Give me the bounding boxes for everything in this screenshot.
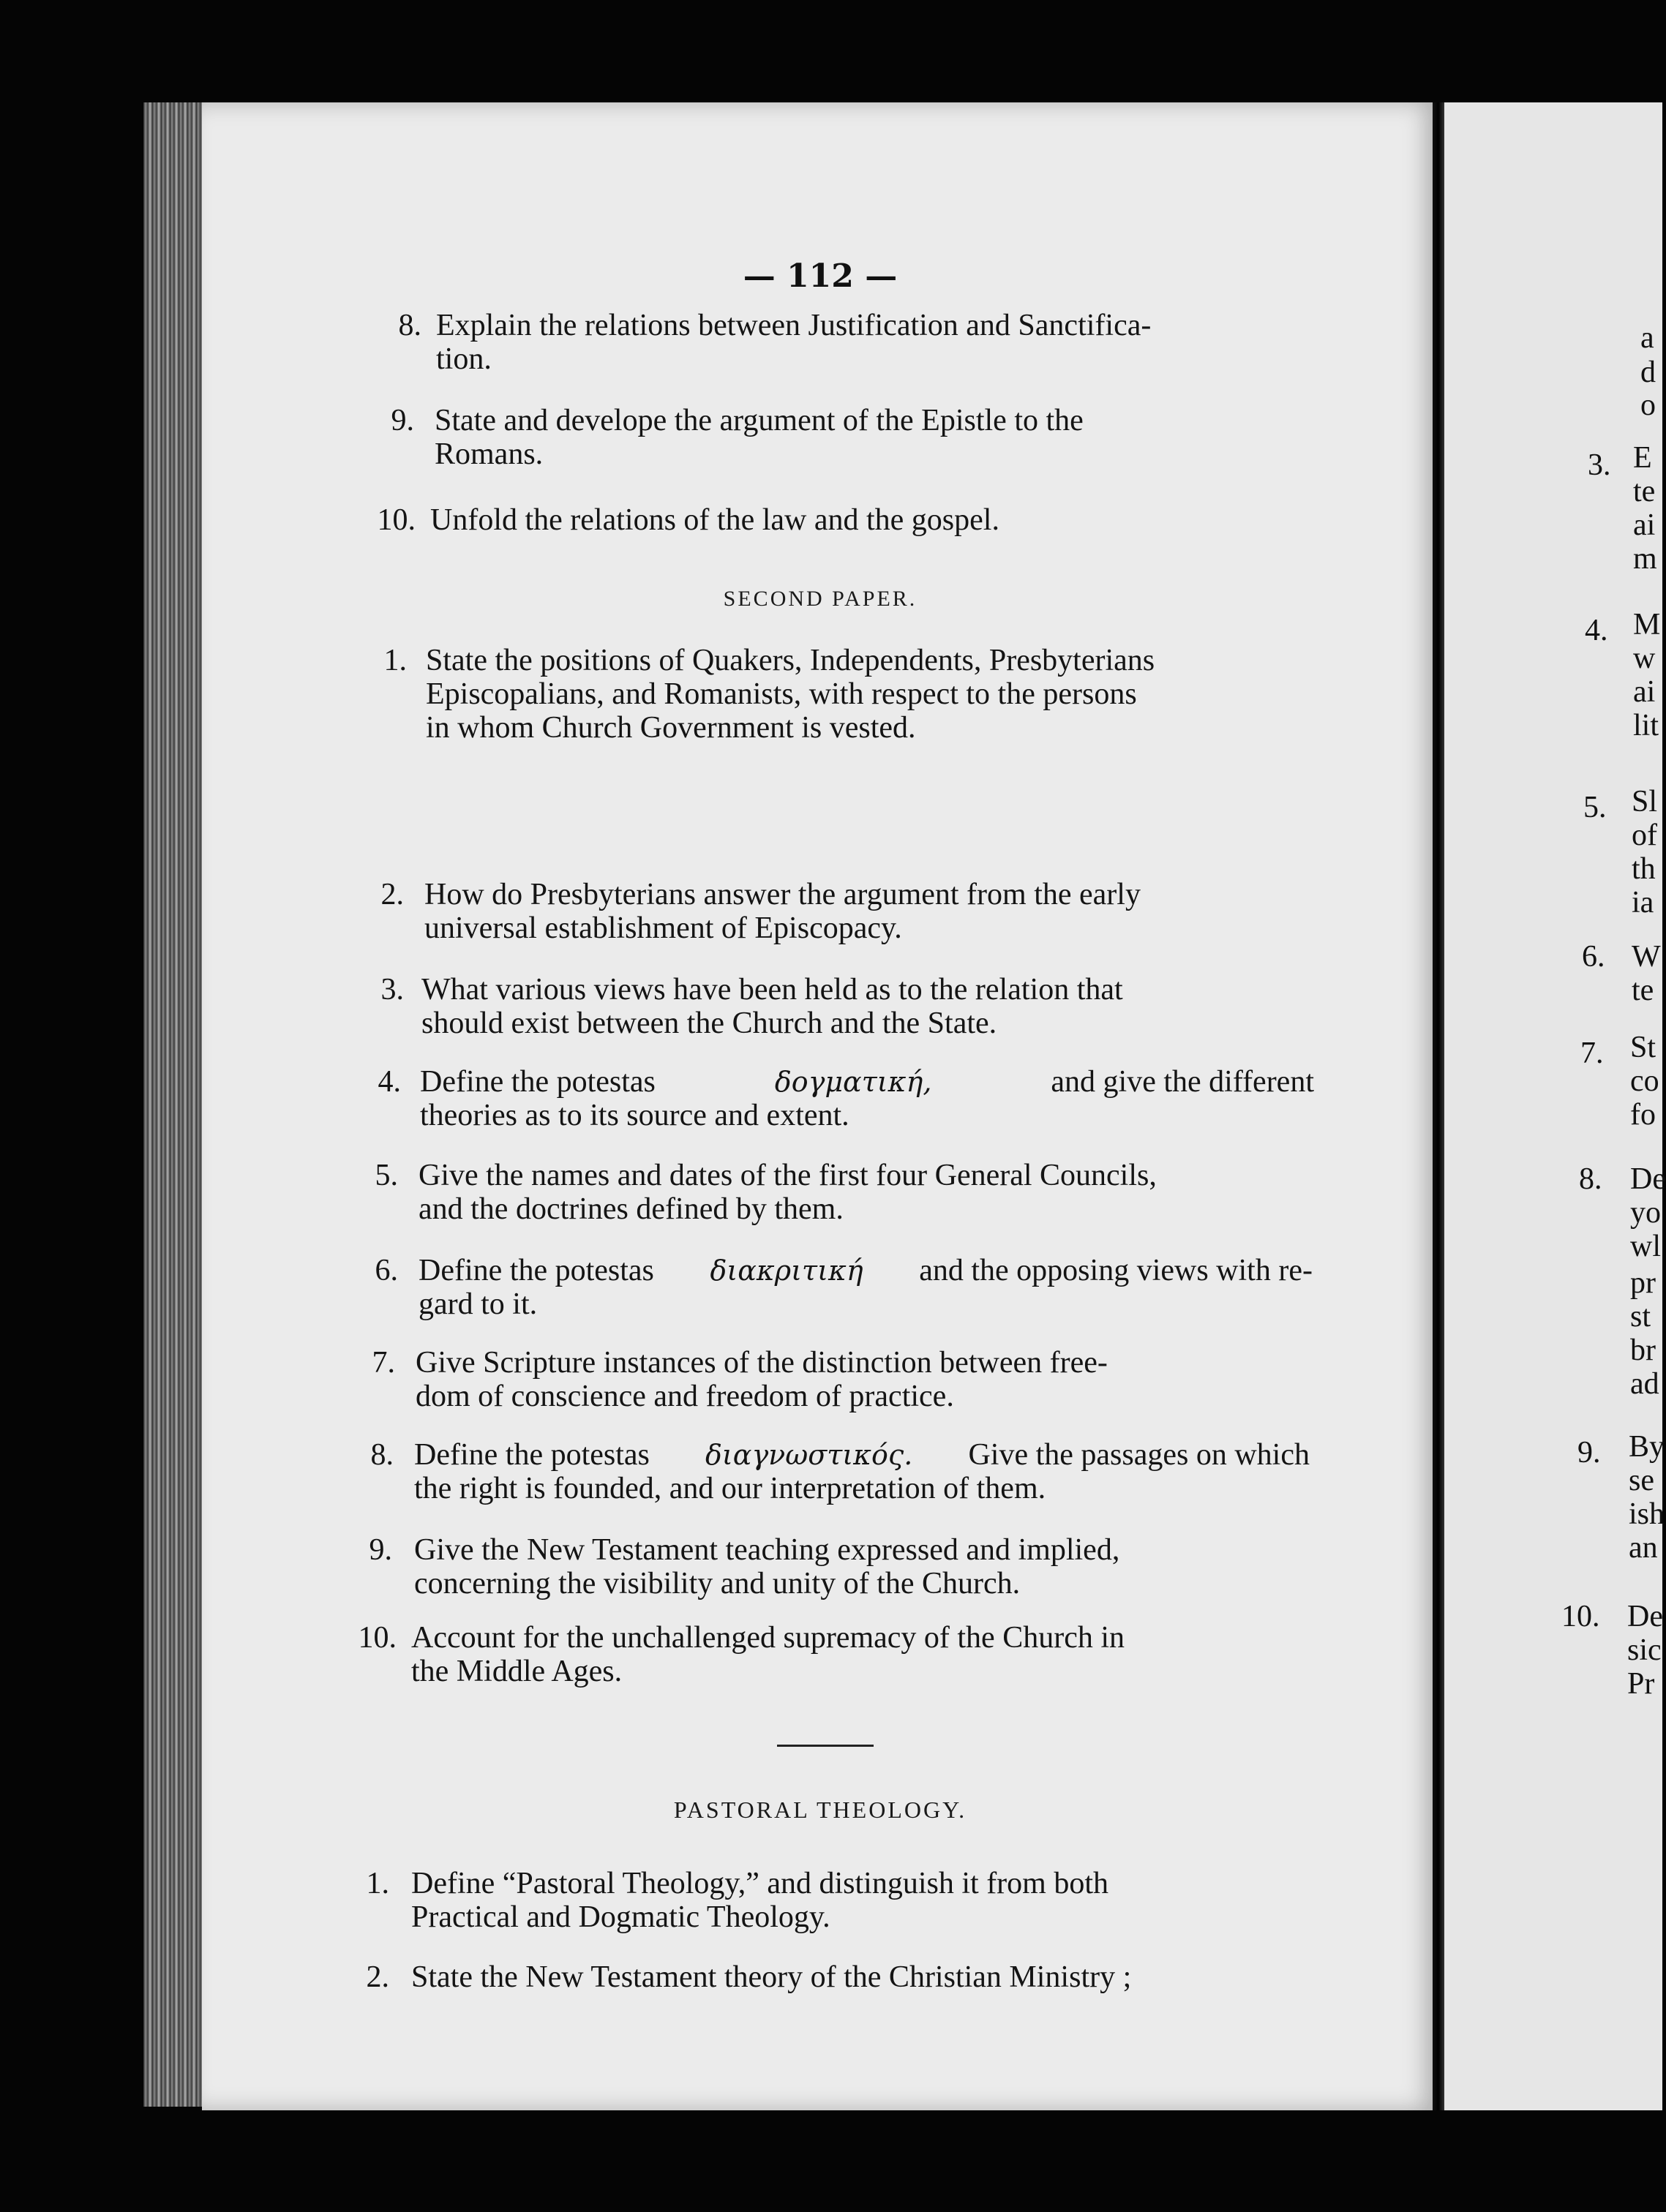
right-fragment: co — [1630, 1064, 1659, 1098]
book-page-edges — [143, 102, 203, 2107]
question-text-line: Romans. — [435, 437, 544, 471]
question-number: 2. — [366, 1960, 389, 1994]
question-item — [202, 404, 1329, 471]
right-fragment: o — [1640, 388, 1656, 422]
right-fragment: De — [1630, 1162, 1666, 1196]
right-fragment: br — [1630, 1333, 1656, 1367]
question-text-line — [419, 1254, 1313, 1287]
right-fragment: st — [1630, 1300, 1651, 1333]
question-text-line: State the positions of Quakers, Independents, Presbyterians — [426, 644, 1155, 677]
question-text-line: Unfold the relations of the law and the gospel. — [430, 503, 999, 537]
question-number: 2. — [380, 878, 404, 911]
question-text-segment: Give the passages on which — [968, 1438, 1310, 1472]
question-item — [202, 1159, 1314, 1226]
right-fragment: lit — [1633, 709, 1659, 742]
question-number: 10. — [358, 1621, 397, 1655]
question-number: 5. — [375, 1159, 398, 1192]
question-text-segment: Define the potestas — [419, 1254, 654, 1287]
question-text-line: What various views have been held as to the relation that — [421, 973, 1123, 1007]
question-number: 9. — [369, 1533, 392, 1567]
right-page-partial — [1444, 102, 1666, 2110]
question-text-line: tion. — [436, 342, 492, 376]
question-number: 9. — [391, 404, 414, 437]
question-text-line: in whom Church Government is vested. — [426, 711, 916, 745]
greek-term: δογματική, — [774, 1066, 932, 1098]
right-fragment: By — [1629, 1430, 1665, 1464]
right-fragment: sic — [1627, 1633, 1662, 1667]
question-text-line — [414, 1438, 1310, 1472]
question-text-line: Practical and Dogmatic Theology. — [411, 1900, 830, 1934]
right-fragment: pr — [1630, 1266, 1656, 1300]
right-number: 8. — [1579, 1162, 1602, 1196]
right-fragment: Pr — [1627, 1667, 1655, 1701]
right-number: 4. — [1585, 614, 1608, 647]
question-item — [202, 503, 1329, 537]
question-item — [202, 1960, 1307, 1994]
right-fragment: of — [1632, 819, 1657, 852]
question-number: 1. — [383, 644, 407, 677]
left-page — [202, 102, 1438, 2110]
right-fragment: W — [1632, 940, 1661, 974]
question-text-segment: Define the potestas — [420, 1065, 656, 1099]
right-fragment: ish — [1629, 1497, 1665, 1531]
right-number: 6. — [1582, 940, 1605, 974]
section-heading: PASTORAL THEOLOGY. — [673, 1797, 967, 1823]
right-fragment: fo — [1630, 1098, 1656, 1132]
question-text-line: theories as to its source and extent. — [420, 1099, 849, 1132]
greek-term: διαγνωστικός. — [705, 1439, 913, 1471]
question-text-line: Give Scripture instances of the distinction between free- — [416, 1346, 1108, 1380]
question-text-line: Define “Pastoral Theology,” and distinguish it from both — [411, 1867, 1108, 1900]
right-fragment: a — [1640, 321, 1654, 355]
question-text-line: Explain the relations between Justification and Sanctifica- — [436, 309, 1152, 342]
right-fragment: ai — [1633, 675, 1656, 709]
question-text-line: State and develope the argument of the Epistle to the — [435, 404, 1084, 437]
question-text-line: the right is founded, and our interpretation of them. — [414, 1472, 1046, 1505]
question-text-line: Give the New Testament teaching expressed and implied, — [414, 1533, 1120, 1567]
question-text-line: gard to it. — [419, 1287, 538, 1321]
question-text-line: State the New Testament theory of the Christian Ministry ; — [411, 1960, 1132, 1994]
question-text-segment: and the opposing views with re- — [919, 1254, 1313, 1287]
question-item — [202, 1254, 1313, 1321]
question-item — [202, 878, 1317, 945]
question-number: 4. — [378, 1065, 401, 1099]
question-number: 8. — [398, 309, 421, 342]
question-item — [202, 1867, 1307, 1934]
right-fragment: an — [1629, 1531, 1658, 1565]
section-divider — [777, 1745, 874, 1747]
right-number: 9. — [1577, 1436, 1601, 1470]
page-number-text: — 112 — — [743, 257, 898, 295]
question-text-line: Give the names and dates of the first four General Councils, — [419, 1159, 1157, 1192]
greek-term: διακριτική — [710, 1254, 863, 1287]
right-number: 10. — [1561, 1600, 1600, 1633]
question-text-line: Account for the unchallenged supremacy of the Church in — [411, 1621, 1125, 1655]
right-fragment: Sl — [1632, 785, 1658, 819]
right-number: 5. — [1583, 791, 1607, 824]
question-item — [202, 1346, 1310, 1413]
question-number: 3. — [380, 973, 404, 1007]
right-fragment: se — [1629, 1464, 1654, 1497]
question-text-line: concerning the visibility and unity of the Church. — [414, 1567, 1021, 1600]
right-fragment: m — [1633, 542, 1657, 576]
question-text-line — [420, 1065, 1314, 1099]
question-number: 6. — [375, 1254, 398, 1287]
question-item — [202, 309, 1329, 376]
right-fragment: E — [1633, 441, 1652, 475]
question-text-line: Episcopalians, and Romanists, with respect to the persons — [426, 677, 1137, 711]
right-fragment: ad — [1630, 1367, 1659, 1401]
right-fragment: d — [1640, 356, 1656, 389]
question-item — [202, 973, 1316, 1040]
question-number: 8. — [370, 1438, 394, 1472]
question-text-line: dom of conscience and freedom of practice. — [416, 1380, 954, 1413]
right-fragment: th — [1632, 852, 1656, 886]
question-text-segment: Define the potestas — [414, 1438, 650, 1472]
right-fragment: St — [1630, 1031, 1656, 1064]
question-item — [202, 1065, 1314, 1132]
question-text-line: and the doctrines defined by them. — [419, 1192, 844, 1226]
question-text-line: How do Presbyterians answer the argument from the early — [424, 878, 1141, 911]
question-text-segment: and give the different — [1051, 1065, 1314, 1099]
question-text-line: universal establishment of Episcopacy. — [424, 911, 902, 945]
page-number — [202, 257, 1438, 295]
question-number: 10. — [377, 503, 416, 537]
question-item — [202, 644, 1321, 745]
right-fragment: ia — [1632, 886, 1654, 919]
book-gutter — [1433, 102, 1444, 2110]
question-item — [202, 1438, 1310, 1505]
question-text-line: should exist between the Church and the State. — [421, 1007, 997, 1040]
right-number: 7. — [1580, 1037, 1604, 1070]
section-heading: SECOND PAPER. — [723, 587, 918, 611]
question-item — [202, 1533, 1308, 1600]
right-fragment: ai — [1633, 508, 1656, 542]
right-fragment: wl — [1630, 1230, 1661, 1263]
right-fragment: te — [1633, 475, 1656, 508]
question-number: 1. — [366, 1867, 389, 1900]
question-item — [202, 1621, 1308, 1688]
right-fragment: te — [1632, 974, 1654, 1007]
right-fragment: M — [1633, 608, 1661, 642]
right-number: 3. — [1588, 448, 1611, 482]
question-text-line: the Middle Ages. — [411, 1655, 623, 1688]
question-number: 7. — [372, 1346, 395, 1380]
right-fragment: De — [1627, 1600, 1663, 1633]
right-fragment: w — [1633, 642, 1656, 675]
right-fragment: yo — [1630, 1196, 1661, 1230]
